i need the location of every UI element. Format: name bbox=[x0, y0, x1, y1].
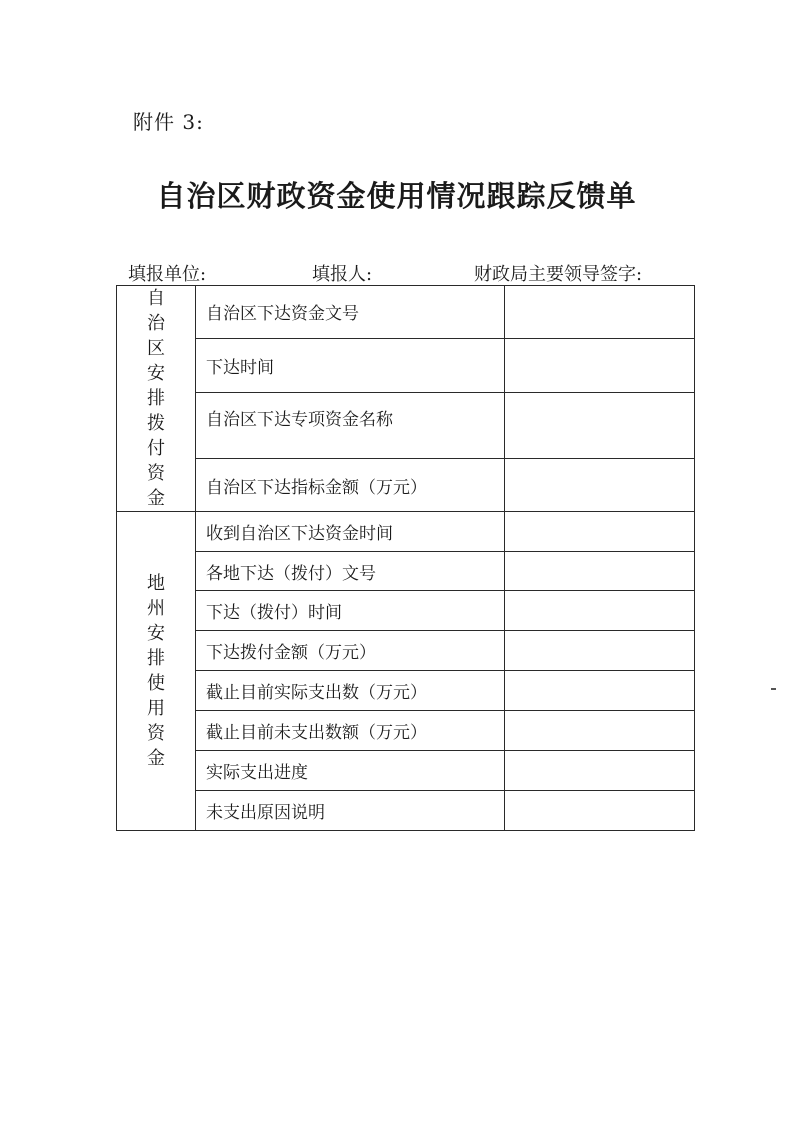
table-row bbox=[117, 392, 695, 458]
row-value[interactable] bbox=[505, 512, 695, 552]
scan-mark bbox=[771, 688, 776, 690]
row-value[interactable] bbox=[505, 459, 695, 512]
group-label-cell bbox=[117, 512, 196, 831]
group-label: 地州安排使用资金 bbox=[147, 573, 165, 769]
row-value[interactable] bbox=[505, 631, 695, 671]
row-label: 截止目前实际支出数（万元） bbox=[196, 671, 505, 711]
attachment-label: 附件 3: bbox=[133, 110, 204, 134]
table-row bbox=[117, 552, 695, 591]
table-row bbox=[117, 286, 695, 339]
table-row bbox=[117, 631, 695, 671]
row-value[interactable] bbox=[505, 591, 695, 631]
row-value[interactable] bbox=[505, 286, 695, 339]
row-value[interactable] bbox=[505, 671, 695, 711]
row-label: 收到自治区下达资金时间 bbox=[196, 512, 505, 552]
table-row bbox=[117, 459, 695, 512]
row-label: 自治区下达资金文号 bbox=[196, 286, 505, 339]
row-label: 下达（拨付）时间 bbox=[196, 591, 505, 631]
fill-unit-label: 填报单位: bbox=[128, 264, 207, 285]
table-row bbox=[117, 591, 695, 631]
fill-sign-label: 财政局主要领导签字: bbox=[474, 264, 643, 285]
table-row bbox=[117, 751, 695, 791]
row-label: 下达拨付金额（万元） bbox=[196, 631, 505, 671]
table-row bbox=[117, 671, 695, 711]
group-label-cell bbox=[117, 286, 196, 512]
fill-person-label: 填报人: bbox=[312, 264, 373, 285]
table-row bbox=[117, 512, 695, 552]
row-label: 自治区下达指标金额（万元） bbox=[196, 459, 505, 512]
row-value[interactable] bbox=[505, 392, 695, 458]
row-value[interactable] bbox=[505, 338, 695, 392]
row-value[interactable] bbox=[505, 791, 695, 831]
row-value[interactable] bbox=[505, 751, 695, 791]
form-title: 自治区财政资金使用情况跟踪反馈单 bbox=[156, 179, 637, 213]
row-value[interactable] bbox=[505, 711, 695, 751]
row-label: 实际支出进度 bbox=[196, 751, 505, 791]
table-row bbox=[117, 338, 695, 392]
row-label: 截止目前未支出数额（万元） bbox=[196, 711, 505, 751]
row-label: 各地下达（拨付）文号 bbox=[196, 552, 505, 591]
table-row bbox=[117, 711, 695, 751]
row-label: 自治区下达专项资金名称 bbox=[196, 392, 505, 458]
row-value[interactable] bbox=[505, 552, 695, 591]
feedback-table bbox=[116, 285, 695, 831]
row-label: 下达时间 bbox=[196, 338, 505, 392]
table-row bbox=[117, 791, 695, 831]
fill-in-row bbox=[128, 260, 708, 284]
group-label: 自治区安排拨付资金 bbox=[147, 288, 165, 509]
row-label: 未支出原因说明 bbox=[196, 791, 505, 831]
